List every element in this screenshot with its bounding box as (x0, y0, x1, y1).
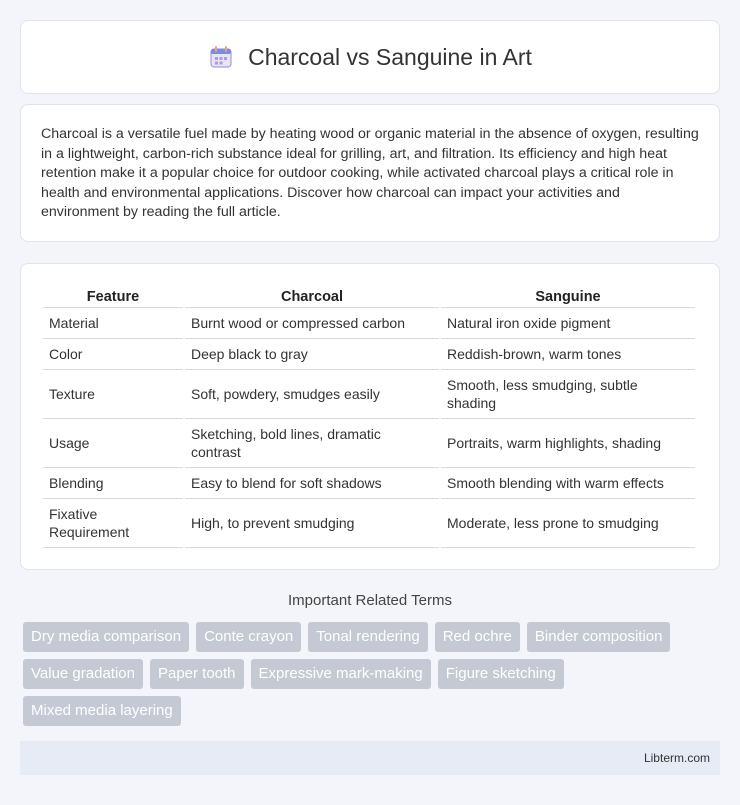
calendar-icon (208, 44, 234, 70)
table-cell: Sketching, bold lines, dramatic contrast (185, 419, 439, 468)
related-term-tag[interactable]: Figure sketching (438, 659, 564, 689)
table-cell: Portraits, warm highlights, shading (441, 419, 695, 468)
table-cell: Deep black to gray (185, 339, 439, 370)
footer (20, 741, 720, 775)
intro-text: Charcoal is a versatile fuel made by heating wood or organic material in the absence of oxygen, resulting in a lightweight, carbon-rich substance ideal for grilling, art, and filtration. Its efficiency and high heat retention make it a popular choice for outdoor cooking, while activated charcoal plays a critical role in health and environmental applications. Discover how charcoal can impact your activities and environment by reading the full article. (41, 126, 699, 221)
header-charcoal: Charcoal (185, 284, 439, 308)
table-cell: Texture (43, 370, 183, 419)
footer-site-link[interactable]: Libterm.com (643, 751, 710, 765)
table-cell: Blending (43, 468, 183, 499)
related-term-tag[interactable]: Binder composition (527, 622, 671, 652)
related-term-tag[interactable]: Red ochre (435, 622, 520, 652)
related-terms-list (23, 622, 723, 726)
table-cell: High, to prevent smudging (185, 499, 439, 548)
table-cell: Color (43, 339, 183, 370)
header-sanguine: Sanguine (441, 284, 695, 308)
table-cell: Material (43, 308, 183, 339)
page-title: Charcoal vs Sanguine in Art (248, 43, 532, 70)
table-row (43, 339, 695, 370)
intro-card (20, 104, 720, 242)
related-term-tag[interactable]: Paper tooth (150, 659, 244, 689)
related-term-tag[interactable]: Tonal rendering (308, 622, 427, 652)
related-term-tag[interactable]: Dry media comparison (23, 622, 189, 652)
table-cell: Reddish-brown, warm tones (441, 339, 695, 370)
table-cell: Easy to blend for soft shadows (185, 468, 439, 499)
comparison-table (41, 284, 697, 548)
table-cell: Soft, powdery, smudges easily (185, 370, 439, 419)
related-term-tag[interactable]: Expressive mark-making (251, 659, 431, 689)
table-header-row (43, 284, 695, 308)
table-row (43, 468, 695, 499)
related-term-tag[interactable]: Mixed media layering (23, 696, 181, 726)
table-cell: Usage (43, 419, 183, 468)
table-row (43, 419, 695, 468)
title-wrap (208, 44, 532, 71)
table-row (43, 308, 695, 339)
table-cell: Smooth, less smudging, subtle shading (441, 370, 695, 419)
related-terms-title: Important Related Terms (288, 592, 452, 609)
header-feature: Feature (43, 284, 183, 308)
table-cell: Natural iron oxide pigment (441, 308, 695, 339)
table-cell: Moderate, less prone to smudging (441, 499, 695, 548)
table-cell: Fixative Requirement (43, 499, 183, 548)
table-row (43, 370, 695, 419)
related-term-tag[interactable]: Value gradation (23, 659, 143, 689)
table-row (43, 499, 695, 548)
table-cell: Burnt wood or compressed carbon (185, 308, 439, 339)
header-card (20, 20, 720, 94)
related-term-tag[interactable]: Conte crayon (196, 622, 301, 652)
comparison-table-card (20, 263, 720, 570)
table-cell: Smooth blending with warm effects (441, 468, 695, 499)
